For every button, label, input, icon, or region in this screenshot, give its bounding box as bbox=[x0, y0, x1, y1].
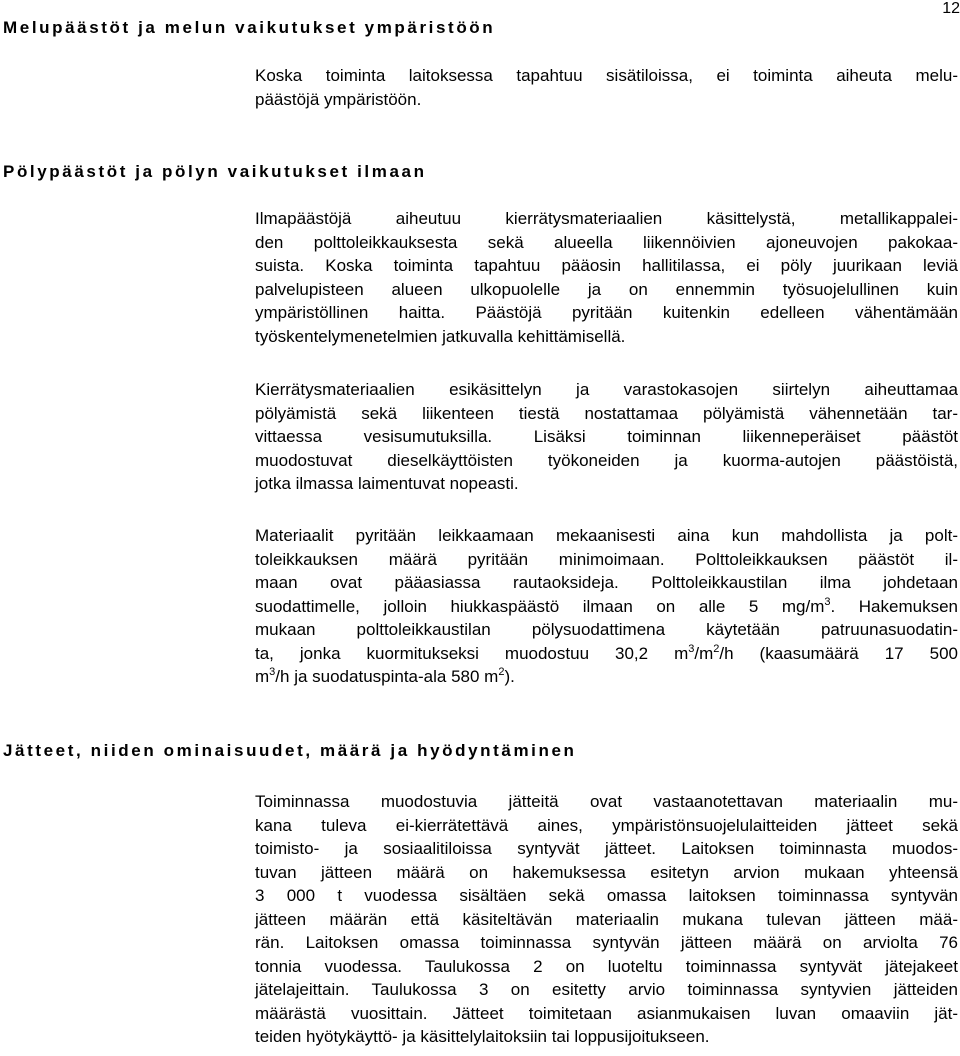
text-line: palvelupisteen alueen ulkopuolelle ja on ennemmin työsuojelullinen kuin bbox=[255, 279, 958, 299]
text-line: tuvan jätteen määrä on hakemuksessa esitetyn arvion mukaan yhteensä bbox=[255, 862, 958, 882]
text-line: vittaessa vesisumutuksilla. Lisäksi toiminnan liikenneperäiset päästöt bbox=[255, 427, 958, 446]
text-line: 3 000 t vuodessa sisältäen sekä omassa laitoksen toiminnassa syntyvän bbox=[255, 886, 958, 905]
superscript: 3 bbox=[824, 595, 831, 608]
text-line: tonnia vuodessa. Taulukossa 2 on luoteltu toiminnassa syntyvät jätejakeet bbox=[255, 956, 958, 976]
text-line: ympäristöllinen haitta. Päästöjä pyritään kuitenkin edelleen vähentämään bbox=[255, 303, 958, 322]
text-line bbox=[255, 642, 958, 666]
paragraph-dust-handling bbox=[255, 378, 958, 496]
text-line: määrästä vuosittain. Jätteet toimitetaan asianmukaisen luvan omaaviin jät- bbox=[255, 1003, 958, 1023]
text-run: ). bbox=[504, 667, 515, 686]
text-run: . Hakemuksen bbox=[830, 596, 958, 616]
superscript: 3 bbox=[269, 666, 276, 678]
text-line: jotka ilmassa laimentuvat nopeasti. bbox=[255, 474, 519, 493]
text-line: mukaan polttoleikkaustilan pölysuodattimena käytetään patruunasuodatin- bbox=[255, 620, 958, 639]
paragraph-waste bbox=[255, 790, 958, 1049]
section-heading-noise: Melupäästöt ja melun vaikutukset ympäristöön bbox=[3, 18, 496, 37]
text-line: muodostuvat dieselkäyttöisten työkoneiden ja kuorma-autojen päästöistä, bbox=[255, 450, 958, 470]
section-heading-waste: Jätteet, niiden ominaisuudet, määrä ja hyödyntäminen bbox=[3, 741, 577, 760]
text-line: toleikkauksen määrä pyritään minimoimaan. Polttoleikkauksen päästöt il- bbox=[255, 549, 958, 569]
superscript: 3 bbox=[688, 642, 695, 655]
superscript: 2 bbox=[713, 642, 720, 655]
text-line: Toiminnassa muodostuvia jätteitä ovat vastaanotettavan materiaalin mu- bbox=[255, 792, 958, 811]
superscript: 2 bbox=[498, 666, 505, 678]
text-line: Ilmapäästöjä aiheutuu kierrätysmateriaalien käsittelystä, metallikappalei- bbox=[255, 209, 958, 228]
page-number: 12 bbox=[942, 0, 960, 17]
text-line bbox=[255, 595, 958, 619]
paragraph-noise-emissions bbox=[255, 64, 958, 111]
text-line: jätteen määrän että käsiteltävän materiaalin mukana tulevan jätteen mää- bbox=[255, 909, 958, 929]
text-run: /h (kaasumäärä 17 500 bbox=[719, 643, 958, 663]
text-line: toimisto- ja sosiaalitiloissa syntyvät jätteet. Laitoksen toiminnasta muodos- bbox=[255, 839, 958, 858]
text-line: maan ovat pääasiassa rautaoksideja. Polttoleikkaustilan ilma johdetaan bbox=[255, 573, 958, 592]
text-line: Koska toiminta laitoksessa tapahtuu sisätiloissa, ei toiminta aiheuta melu- bbox=[255, 66, 958, 85]
text-line: kana tuleva ei-kierrätettävä aines, ympäristönsuojelulaitteiden jätteet sekä bbox=[255, 815, 958, 835]
section-heading-dust: Pölypäästöt ja pölyn vaikutukset ilmaan bbox=[3, 162, 427, 181]
text-line: pölyämistä sekä liikenteen tiestä nostattamaa pölyämistä vähennetään tar- bbox=[255, 403, 958, 423]
text-run: suodattimelle, jolloin hiukkaspäästö ilmaan on alle 5 mg/m bbox=[255, 596, 825, 616]
text-run: /m bbox=[694, 643, 714, 663]
text-line: päästöjä ympäristöön. bbox=[255, 89, 422, 109]
text-line: den polttoleikkauksesta sekä alueella liikennöivien ajoneuvojen pakokaa- bbox=[255, 232, 958, 252]
text-run: m bbox=[255, 667, 270, 686]
text-run: /h ja suodatuspinta-ala 580 m bbox=[275, 667, 499, 686]
text-line: teiden hyötykäyttö- ja käsittelylaitoksiin tai loppusijoitukseen. bbox=[255, 1027, 710, 1046]
text-line: jätelajeittain. Taulukossa 3 on esitetty arvio toiminnassa syntyvien jätteiden bbox=[255, 980, 958, 999]
paragraph-air-emissions bbox=[255, 207, 958, 348]
text-line bbox=[255, 665, 958, 689]
paragraph-cutting-emissions bbox=[255, 524, 958, 689]
text-line: Materiaalit pyritään leikkaamaan mekaanisesti aina kun mahdollista ja polt- bbox=[255, 526, 958, 545]
text-line: työskentelymenetelmien jatkuvalla kehittämisellä. bbox=[255, 326, 626, 346]
text-line: rän. Laitoksen omassa toiminnassa syntyvän jätteen määrä on arviolta 76 bbox=[255, 933, 958, 952]
text-line: suista. Koska toiminta tapahtuu pääosin hallitilassa, ei pöly juurikaan leviä bbox=[255, 256, 958, 275]
text-line: Kierrätysmateriaalien esikäsittelyn ja varastokasojen siirtelyn aiheuttamaa bbox=[255, 380, 958, 399]
text-run: ta, jonka kuormitukseksi muodostuu 30,2 m bbox=[255, 643, 689, 663]
